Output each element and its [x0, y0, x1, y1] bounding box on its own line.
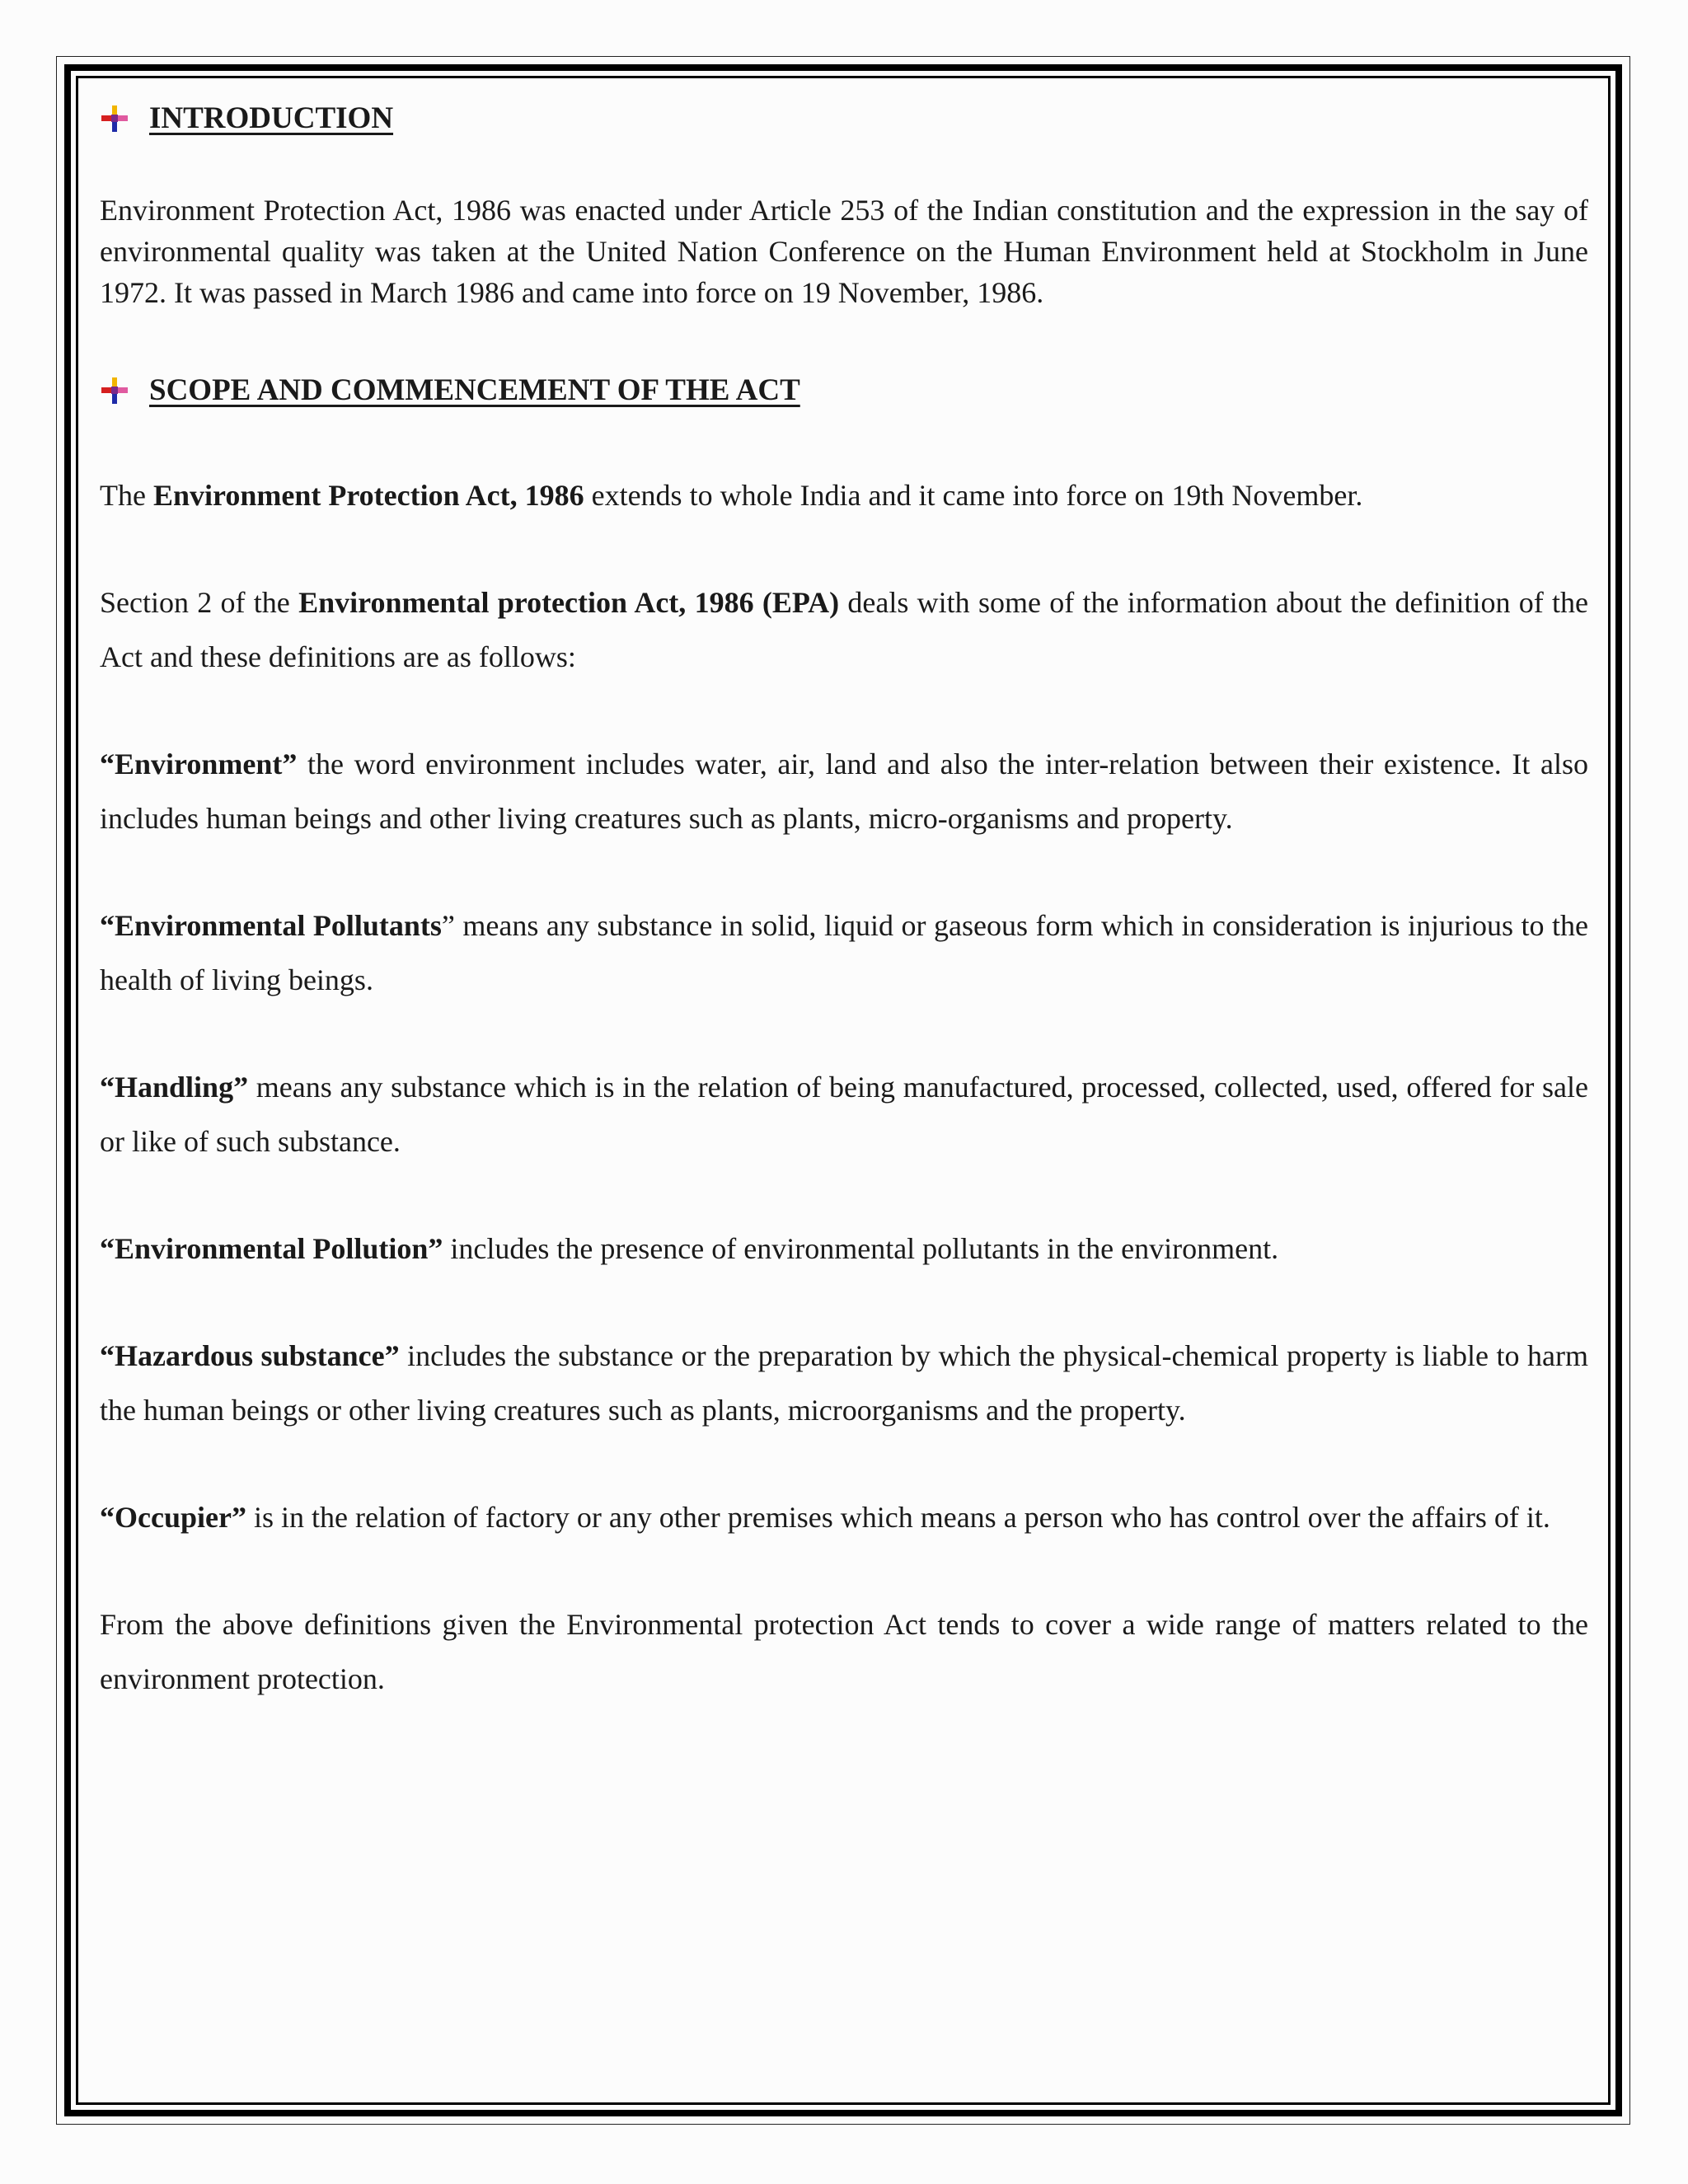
text-run: deals with some of the information about the definition of the Act and these definitions are as follows:	[100, 586, 1589, 673]
paragraph-section-2	[100, 575, 1588, 684]
defined-term: “Hazardous substance”	[100, 1339, 400, 1372]
section-heading-text: SCOPE AND COMMENCEMENT OF THE ACT	[149, 373, 800, 407]
intro-paragraph: Environment Protection Act, 1986 was enacted under Article 253 of the Indian constitution and the expression in the say of environmental quality was taken at the United Nation Conference on the Human Environment held at Stockholm in June 1972. It was passed in March 1986 and came into force on 19 November, 1986.	[100, 194, 1588, 309]
defined-term: “Environmental Pollution”	[100, 1232, 443, 1265]
definition-text: is in the relation of factory or any other premises which means a person who has control over the affairs of it.	[246, 1501, 1550, 1534]
bold-term: Environmental protection Act, 1986 (EPA)	[298, 586, 840, 619]
text-run: extends to whole India and it came into force on 19th November.	[584, 479, 1363, 512]
text-run: The	[100, 479, 153, 512]
document-body	[100, 97, 1588, 1706]
definition-text: means any substance which is in the relation of being manufactured, processed, collected, used, offered for sale or like of such substance.	[100, 1071, 1588, 1158]
defined-term: “Environmental Pollutants	[100, 909, 442, 942]
defined-term: “Environment”	[100, 748, 298, 780]
definition-text: ” means any substance in solid, liquid or gaseous form which in consideration is injurious to the health of living beings.	[100, 909, 1589, 996]
bold-term: Environment Protection Act, 1986	[152, 479, 584, 512]
definition-text: includes the presence of environmental pollutants in the environment.	[443, 1232, 1279, 1265]
paragraph-extent	[100, 468, 1588, 523]
text-run: Section 2 of the	[100, 586, 299, 619]
definition-text: includes the substance or the preparation by which the physical-chemical property is liable to harm the human beings or other living creatures such as plants, microorganisms and the property.	[100, 1339, 1588, 1427]
definition-environmental-pollutants	[100, 898, 1588, 1007]
plus-star-bullet-icon	[100, 104, 129, 134]
definition-handling	[100, 1060, 1588, 1169]
definition-hazardous-substance	[100, 1329, 1588, 1437]
definition-environmental-pollution	[100, 1221, 1588, 1276]
definition-occupier	[100, 1490, 1588, 1544]
definition-environment	[100, 737, 1588, 846]
defined-term: “Handling”	[100, 1071, 249, 1104]
section-heading-scope	[100, 369, 1588, 412]
section-heading-introduction	[100, 97, 1588, 140]
closing-paragraph: From the above definitions given the Environmental protection Act tends to cover a wide range of matters related to the environment protection.	[100, 1608, 1588, 1695]
plus-star-bullet-icon	[100, 376, 129, 405]
definition-text: the word environment includes water, air, land and also the inter-relation between their existence. It also includes human beings and other living creatures such as plants, micro-organisms and property.	[100, 748, 1588, 835]
section-heading-text: INTRODUCTION	[149, 101, 394, 135]
defined-term: “Occupier”	[100, 1501, 246, 1534]
